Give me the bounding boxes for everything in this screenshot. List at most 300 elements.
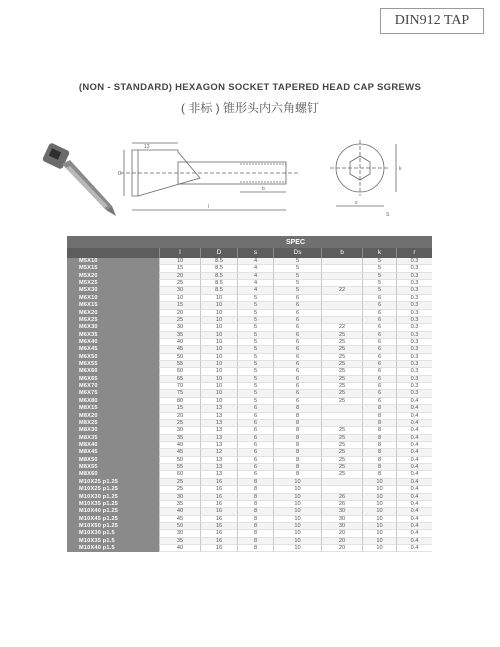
cell-Ds: 8 [273, 420, 321, 427]
cell-l: 10 [159, 258, 200, 265]
table-row [67, 354, 432, 361]
cell-Ds: 8 [273, 464, 321, 471]
cell-b [321, 302, 362, 309]
cell-D: 10 [200, 310, 237, 317]
cell-b: 25 [321, 390, 362, 397]
cell-b: 25 [321, 427, 362, 434]
cell-s: 6 [237, 464, 273, 471]
table-row [67, 530, 432, 537]
cell-k: 8 [362, 471, 396, 478]
cell-b: 20 [321, 545, 362, 552]
cell-D: 8.5 [200, 287, 237, 294]
cell-r: 0.4 [396, 442, 432, 449]
cell-l: 40 [159, 339, 200, 346]
cell-Ds: 8 [273, 471, 321, 478]
cell-size: M6X70 [67, 383, 159, 390]
cell-Ds: 6 [273, 376, 321, 383]
cell-s: 8 [237, 486, 273, 493]
cell-l: 25 [159, 280, 200, 287]
cell-b: 30 [321, 516, 362, 523]
cell-k: 6 [362, 361, 396, 368]
cell-D: 10 [200, 332, 237, 339]
cell-l: 35 [159, 332, 200, 339]
table-header-row [67, 248, 432, 258]
cell-r: 0.4 [396, 538, 432, 545]
cell-Ds: 6 [273, 383, 321, 390]
cell-l: 20 [159, 413, 200, 420]
cell-r: 0.4 [396, 413, 432, 420]
cell-l: 55 [159, 464, 200, 471]
cell-b: 30 [321, 523, 362, 530]
cell-k: 6 [362, 310, 396, 317]
cell-Ds: 6 [273, 368, 321, 375]
cell-Ds: 6 [273, 302, 321, 309]
cell-Ds: 5 [273, 265, 321, 272]
cell-k: 6 [362, 339, 396, 346]
cell-Ds: 8 [273, 449, 321, 456]
table-row [67, 258, 432, 265]
table-row [67, 398, 432, 405]
table-row [67, 390, 432, 397]
col-header-Ds: Ds [273, 248, 321, 258]
cell-s: 6 [237, 420, 273, 427]
cell-Ds: 6 [273, 390, 321, 397]
cell-size: M6X60 [67, 368, 159, 375]
cell-k: 6 [362, 390, 396, 397]
cell-b [321, 295, 362, 302]
cell-l: 60 [159, 471, 200, 478]
cell-D: 8.5 [200, 258, 237, 265]
cell-size: M10X50 p1.25 [67, 523, 159, 530]
cell-r: 0.3 [396, 361, 432, 368]
cell-Ds: 5 [273, 287, 321, 294]
cell-k: 10 [362, 530, 396, 537]
cell-s: 6 [237, 457, 273, 464]
cell-size: M8X15 [67, 405, 159, 412]
screw-technical-drawing [0, 128, 500, 228]
cell-size: M10X40 p1.25 [67, 508, 159, 515]
col-header-l: l [159, 248, 200, 258]
table-row [67, 368, 432, 375]
table-row [67, 545, 432, 552]
cell-s: 4 [237, 265, 273, 272]
table-row [67, 494, 432, 501]
cell-D: 13 [200, 435, 237, 442]
table-row [67, 501, 432, 508]
cell-k: 5 [362, 287, 396, 294]
cell-b: 22 [321, 324, 362, 331]
cell-s: 6 [237, 435, 273, 442]
cell-l: 50 [159, 354, 200, 361]
cell-size: M6X30 [67, 324, 159, 331]
cell-size: M10X30 p1.25 [67, 494, 159, 501]
cell-b: 26 [321, 494, 362, 501]
cell-l: 35 [159, 501, 200, 508]
cell-k: 10 [362, 501, 396, 508]
cell-size: M6X55 [67, 361, 159, 368]
cell-l: 50 [159, 523, 200, 530]
cell-D: 10 [200, 339, 237, 346]
table-row [67, 265, 432, 272]
cell-size: M8X20 [67, 413, 159, 420]
cell-k: 5 [362, 280, 396, 287]
cell-Ds: 5 [273, 258, 321, 265]
cell-l: 20 [159, 273, 200, 280]
cell-size: M6X40 [67, 339, 159, 346]
cell-D: 8.5 [200, 265, 237, 272]
cell-k: 10 [362, 479, 396, 486]
cell-b: 25 [321, 361, 362, 368]
cell-k: 5 [362, 258, 396, 265]
cell-b: 25 [321, 471, 362, 478]
cell-s: 5 [237, 332, 273, 339]
cell-D: 10 [200, 390, 237, 397]
table-row [67, 516, 432, 523]
cell-k: 6 [362, 354, 396, 361]
screw-end-view [330, 140, 396, 206]
table-row [67, 280, 432, 287]
cell-Ds: 8 [273, 457, 321, 464]
cell-b [321, 310, 362, 317]
cell-b: 26 [321, 501, 362, 508]
cell-r: 0.3 [396, 317, 432, 324]
table-row [67, 538, 432, 545]
cell-D: 16 [200, 530, 237, 537]
col-header-k: k [362, 248, 396, 258]
table-row [67, 295, 432, 302]
cell-k: 6 [362, 376, 396, 383]
table-row [67, 471, 432, 478]
cell-Ds: 5 [273, 273, 321, 280]
cell-k: 10 [362, 508, 396, 515]
cell-size: M10X40 p1.5 [67, 545, 159, 552]
col-header-s: s [237, 248, 273, 258]
cell-Ds: 6 [273, 346, 321, 353]
cell-size: M5X30 [67, 287, 159, 294]
cell-D: 16 [200, 494, 237, 501]
cell-b [321, 413, 362, 420]
cell-s: 5 [237, 302, 273, 309]
table-row [67, 287, 432, 294]
cell-Ds: 8 [273, 427, 321, 434]
cell-r: 0.4 [396, 420, 432, 427]
cell-size: M6X75 [67, 390, 159, 397]
cell-l: 35 [159, 435, 200, 442]
cell-D: 8.5 [200, 280, 237, 287]
dim-label-l: l [208, 204, 210, 210]
cell-s: 5 [237, 339, 273, 346]
cell-size: M8X60 [67, 471, 159, 478]
cell-s: 5 [237, 398, 273, 405]
cell-l: 30 [159, 530, 200, 537]
cell-Ds: 6 [273, 317, 321, 324]
cell-Ds: 8 [273, 405, 321, 412]
cell-r: 0.4 [396, 516, 432, 523]
product-code-tag: DIN912 TAP [380, 8, 484, 34]
cell-s: 5 [237, 324, 273, 331]
cell-l: 60 [159, 368, 200, 375]
cell-k: 10 [362, 545, 396, 552]
cell-s: 5 [237, 368, 273, 375]
dim-label-s: s [355, 200, 358, 206]
cell-s: 5 [237, 346, 273, 353]
cell-D: 10 [200, 302, 237, 309]
page-title-chinese: ( 非标 ) 锥形头内六角螺钉 [181, 101, 319, 115]
cell-D: 10 [200, 346, 237, 353]
table-row [67, 508, 432, 515]
cell-b: 20 [321, 530, 362, 537]
cell-s: 6 [237, 405, 273, 412]
cell-Ds: 5 [273, 280, 321, 287]
spec-table [67, 236, 432, 552]
table-row [67, 317, 432, 324]
cell-l: 25 [159, 486, 200, 493]
cell-l: 10 [159, 295, 200, 302]
cell-b [321, 420, 362, 427]
cell-b [321, 258, 362, 265]
cell-D: 10 [200, 361, 237, 368]
cell-D: 13 [200, 413, 237, 420]
cell-s: 5 [237, 317, 273, 324]
cell-r: 0.4 [396, 479, 432, 486]
cell-size: M8X30 [67, 427, 159, 434]
table-row [67, 361, 432, 368]
cell-D: 10 [200, 354, 237, 361]
cell-size: M10X30 p1.5 [67, 530, 159, 537]
table-row [67, 479, 432, 486]
cell-s: 4 [237, 280, 273, 287]
cell-s: 6 [237, 442, 273, 449]
cell-r: 0.3 [396, 273, 432, 280]
cell-s: 6 [237, 449, 273, 456]
cell-r: 0.3 [396, 280, 432, 287]
cell-D: 13 [200, 427, 237, 434]
cell-r: 0.4 [396, 471, 432, 478]
cell-D: 10 [200, 317, 237, 324]
cell-b: 25 [321, 457, 362, 464]
cell-size: M6X80 [67, 398, 159, 405]
cell-s: 8 [237, 523, 273, 530]
cell-b [321, 280, 362, 287]
cell-r: 0.4 [396, 427, 432, 434]
cell-l: 35 [159, 538, 200, 545]
cell-r: 0.4 [396, 486, 432, 493]
cell-Ds: 6 [273, 324, 321, 331]
cell-k: 8 [362, 464, 396, 471]
cell-Ds: 8 [273, 435, 321, 442]
table-row [67, 339, 432, 346]
table-row [67, 427, 432, 434]
table-row [67, 449, 432, 456]
cell-b [321, 265, 362, 272]
dim-label-13: 13 [144, 144, 150, 150]
cell-s: 6 [237, 413, 273, 420]
cell-Ds: 10 [273, 486, 321, 493]
cell-size: M6X50 [67, 354, 159, 361]
cell-l: 15 [159, 405, 200, 412]
table-row [67, 464, 432, 471]
cell-b [321, 486, 362, 493]
cell-b: 25 [321, 376, 362, 383]
cell-l: 45 [159, 516, 200, 523]
cell-size: M6X20 [67, 310, 159, 317]
cell-b: 25 [321, 383, 362, 390]
cell-Ds: 6 [273, 295, 321, 302]
cell-D: 13 [200, 420, 237, 427]
cell-l: 40 [159, 508, 200, 515]
cell-r: 0.3 [396, 332, 432, 339]
cell-l: 40 [159, 545, 200, 552]
cell-k: 6 [362, 317, 396, 324]
cell-size: M8X55 [67, 464, 159, 471]
cell-Ds: 6 [273, 361, 321, 368]
cell-b: 30 [321, 508, 362, 515]
cell-s: 8 [237, 479, 273, 486]
cell-D: 16 [200, 508, 237, 515]
cell-l: 50 [159, 457, 200, 464]
cell-l: 30 [159, 494, 200, 501]
cell-k: 6 [362, 302, 396, 309]
cell-D: 16 [200, 479, 237, 486]
table-row [67, 523, 432, 530]
cell-k: 6 [362, 398, 396, 405]
cell-D: 10 [200, 368, 237, 375]
table-row [67, 273, 432, 280]
cell-r: 0.3 [396, 295, 432, 302]
cell-b [321, 405, 362, 412]
cell-size: M10X25 p1.25 [67, 479, 159, 486]
table-row [67, 376, 432, 383]
cell-b: 22 [321, 287, 362, 294]
cell-s: 5 [237, 376, 273, 383]
cell-r: 0.4 [396, 435, 432, 442]
cell-k: 6 [362, 332, 396, 339]
cell-D: 13 [200, 457, 237, 464]
cell-Ds: 8 [273, 442, 321, 449]
col-header-r: r [396, 248, 432, 258]
cell-l: 80 [159, 398, 200, 405]
cell-b: 25 [321, 368, 362, 375]
table-body [67, 258, 432, 552]
cell-size: M10X35 p1.25 [67, 501, 159, 508]
cell-r: 0.4 [396, 398, 432, 405]
spec-label: SPEC [285, 238, 306, 246]
cell-l: 75 [159, 390, 200, 397]
cell-size: M6X65 [67, 376, 159, 383]
cell-k: 6 [362, 346, 396, 353]
cell-size: M6X15 [67, 302, 159, 309]
cell-D: 10 [200, 324, 237, 331]
cell-r: 0.3 [396, 390, 432, 397]
cell-size: M6X35 [67, 332, 159, 339]
cell-r: 0.3 [396, 346, 432, 353]
cell-l: 30 [159, 427, 200, 434]
table-row [67, 383, 432, 390]
cell-s: 8 [237, 508, 273, 515]
cell-Ds: 10 [273, 516, 321, 523]
cell-b: 25 [321, 332, 362, 339]
cell-k: 8 [362, 435, 396, 442]
cell-k: 8 [362, 413, 396, 420]
cell-l: 40 [159, 442, 200, 449]
cell-Ds: 10 [273, 530, 321, 537]
cell-D: 16 [200, 523, 237, 530]
cell-b: 20 [321, 538, 362, 545]
table-row [67, 442, 432, 449]
dim-label-k: k [399, 166, 402, 172]
cell-size: M5X25 [67, 280, 159, 287]
dim-label-D: D [118, 171, 122, 177]
cell-k: 8 [362, 442, 396, 449]
cell-D: 16 [200, 501, 237, 508]
cell-k: 5 [362, 265, 396, 272]
cell-Ds: 6 [273, 310, 321, 317]
cell-l: 55 [159, 361, 200, 368]
col-header-b: b [321, 248, 362, 258]
cell-k: 10 [362, 538, 396, 545]
cell-D: 13 [200, 464, 237, 471]
cell-size: M5X15 [67, 265, 159, 272]
cell-Ds: 10 [273, 545, 321, 552]
cell-s: 5 [237, 390, 273, 397]
table-row [67, 420, 432, 427]
cell-b [321, 317, 362, 324]
cell-r: 0.4 [396, 494, 432, 501]
cell-r: 0.3 [396, 339, 432, 346]
cell-b: 25 [321, 398, 362, 405]
cell-Ds: 8 [273, 413, 321, 420]
cell-k: 6 [362, 368, 396, 375]
cell-size: M6X25 [67, 317, 159, 324]
cell-D: 16 [200, 486, 237, 493]
cell-r: 0.3 [396, 324, 432, 331]
cell-k: 10 [362, 523, 396, 530]
cell-Ds: 10 [273, 494, 321, 501]
cell-r: 0.3 [396, 354, 432, 361]
cell-r: 0.3 [396, 265, 432, 272]
cell-size: M6X45 [67, 346, 159, 353]
cell-s: 5 [237, 383, 273, 390]
cell-r: 0.3 [396, 376, 432, 383]
cell-D: 16 [200, 516, 237, 523]
dim-label-S: S [386, 212, 390, 218]
cell-k: 8 [362, 457, 396, 464]
cell-s: 8 [237, 501, 273, 508]
cell-Ds: 6 [273, 339, 321, 346]
cell-r: 0.4 [396, 523, 432, 530]
cell-r: 0.4 [396, 530, 432, 537]
cell-Ds: 10 [273, 479, 321, 486]
cell-l: 45 [159, 449, 200, 456]
cell-s: 8 [237, 494, 273, 501]
cell-Ds: 10 [273, 538, 321, 545]
screw-side-view [120, 143, 300, 210]
cell-Ds: 10 [273, 501, 321, 508]
cell-k: 8 [362, 420, 396, 427]
cell-s: 5 [237, 310, 273, 317]
cell-r: 0.3 [396, 258, 432, 265]
cell-Ds: 6 [273, 332, 321, 339]
cell-k: 8 [362, 405, 396, 412]
cell-D: 12 [200, 449, 237, 456]
table-row [67, 310, 432, 317]
cell-b [321, 273, 362, 280]
cell-r: 0.3 [396, 310, 432, 317]
table-row [67, 457, 432, 464]
cell-size: M6X10 [67, 295, 159, 302]
cell-s: 4 [237, 258, 273, 265]
cell-k: 10 [362, 494, 396, 501]
